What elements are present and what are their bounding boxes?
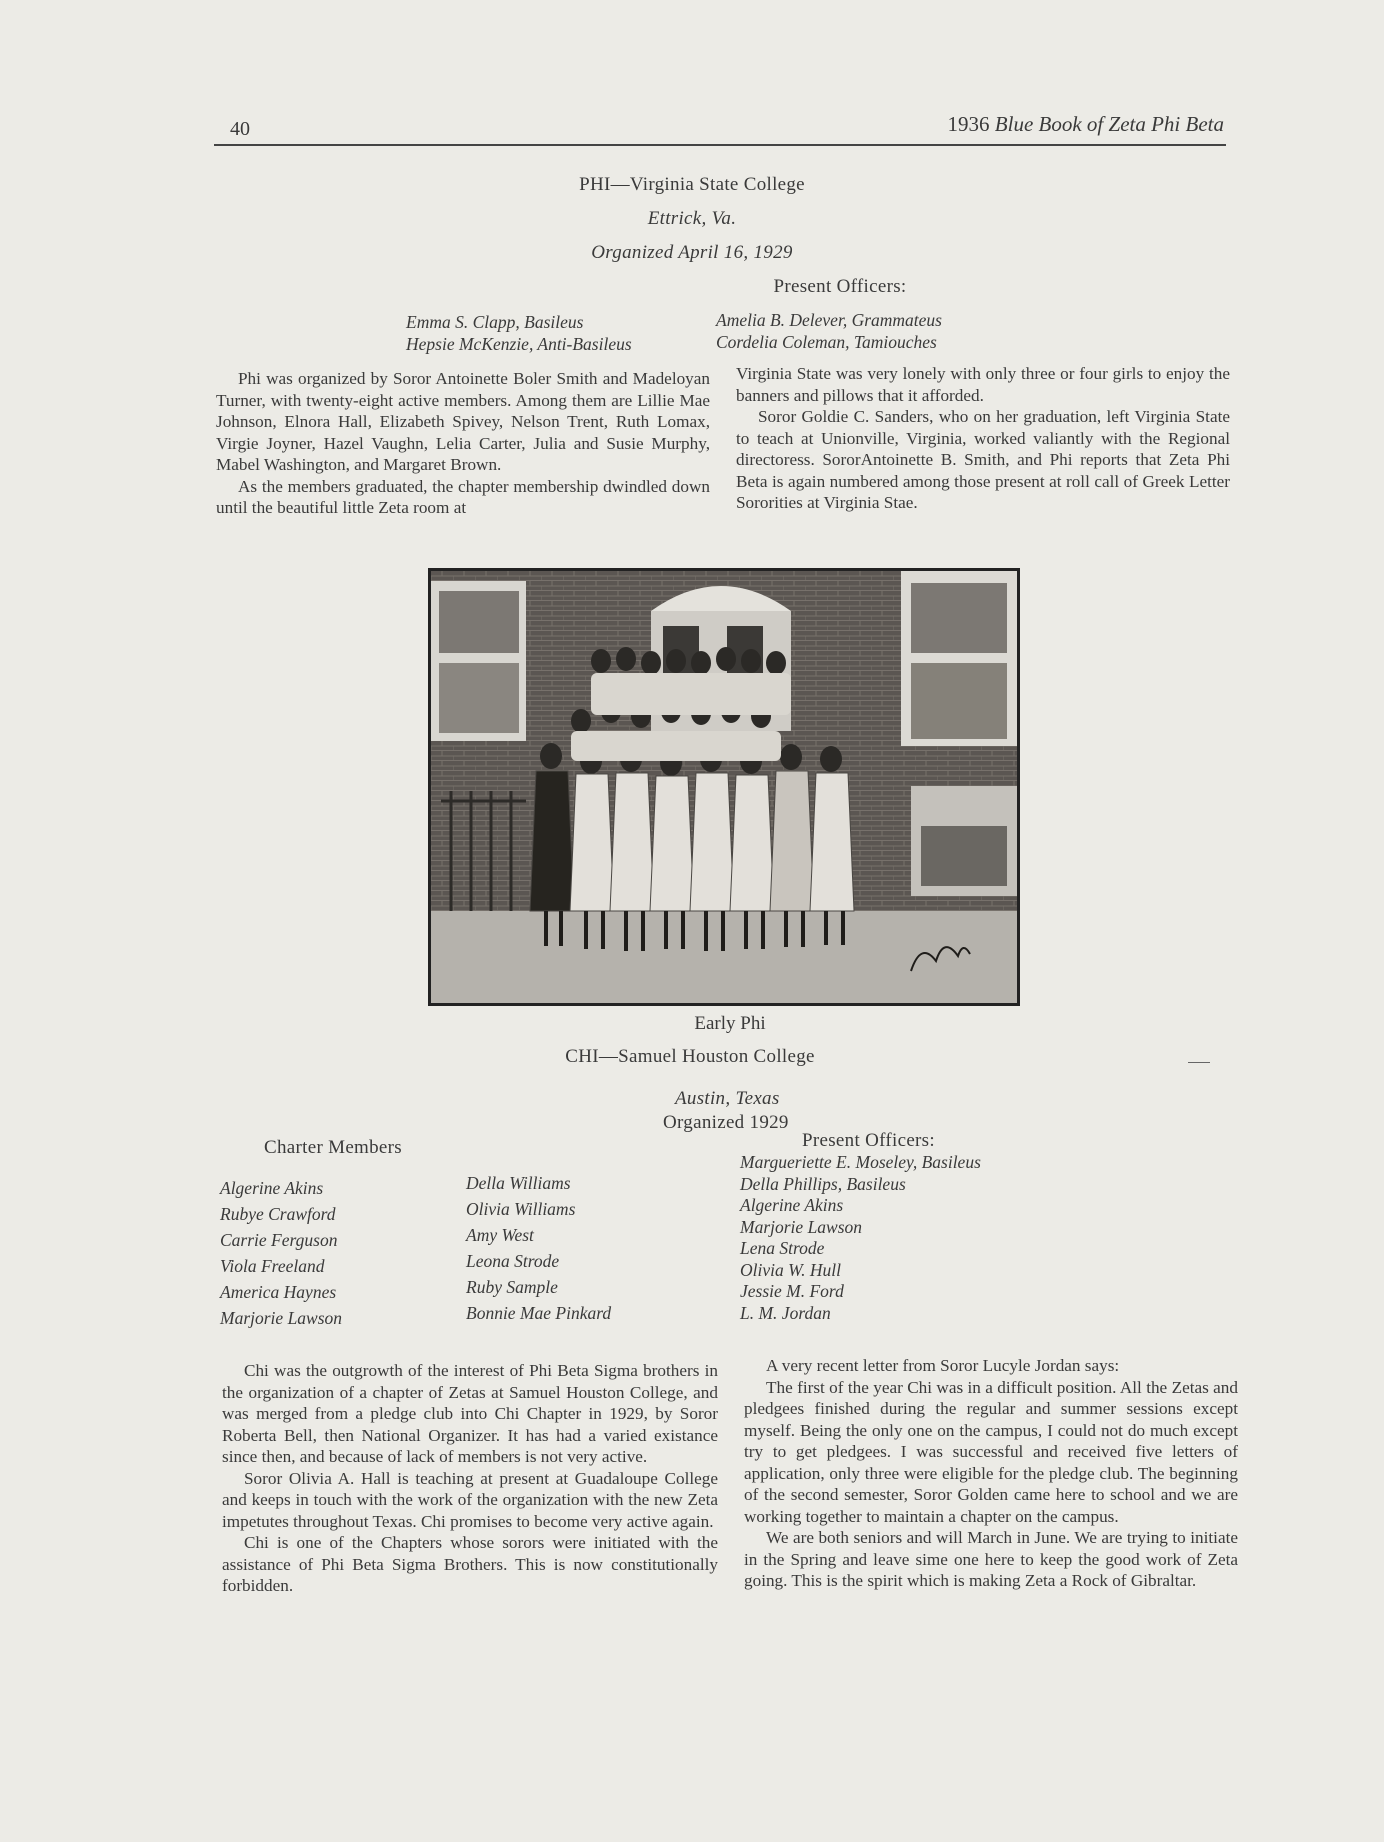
group-photograph — [428, 568, 1020, 1006]
phi-title: PHI—Virginia State College — [579, 174, 805, 195]
charter-member: Algerine Akins — [220, 1178, 324, 1198]
running-title — [948, 112, 1224, 137]
charter-member: Bonnie Mae Pinkard — [466, 1303, 612, 1323]
chi-officer: Marjorie Lawson — [740, 1216, 863, 1237]
charter-member: America Haynes — [220, 1282, 337, 1302]
charter-member: Ruby Sample — [466, 1277, 558, 1297]
chi-officer: Della Phillips, Basileus — [740, 1173, 906, 1194]
charter-member: Leona Strode — [466, 1251, 560, 1271]
chi-title: CHI—Samuel Houston College — [565, 1046, 815, 1067]
charter-member: Rubye Crawford — [220, 1204, 336, 1224]
margin-mark — [1188, 1062, 1210, 1063]
header-rule — [214, 144, 1226, 146]
phi-organized: Organized April 16, 1929 — [591, 242, 793, 263]
page-number: 40 — [230, 118, 250, 140]
chi-officer: Algerine Akins — [740, 1195, 844, 1215]
phi-officer: Cordelia Coleman, Tamiouches — [716, 332, 937, 352]
phi-column-2 — [736, 363, 1230, 514]
chi-officers-heading: Present Officers: — [802, 1130, 935, 1151]
photo-illustration — [431, 571, 1017, 1003]
charter-member: Amy West — [466, 1225, 534, 1245]
paragraph: Phi was organized by Soror Antoinette Boler Smith and Madeloyan Turner, with twenty-eight active members. Among them are Lillie Mae Johnson, Elnora Hall, Elizabeth Spivey, Nelson Trent, Ruth Lomax, Virgie Joyner, Hazel Vaughn, Lelia Carter, Julia and Susie Murphy, Mabel Washington, and Margaret Brown. — [216, 369, 710, 474]
paragraph: The first of the year Chi was in a difficult position. All the Zetas and pledgees finished during the regular and summer sessions except myself. Being the only one on the campus, I could not do much except try to get pledgees. I was successful and received five letters of application, only three were eligible for the pledge club. The beginning of the second semester, Soror Golden came here to school and we are working together to maintain a chapter on the campus. — [744, 1377, 1238, 1526]
paragraph: As the members graduated, the chapter membership dwindled down until the beautiful little Zeta room at — [216, 476, 710, 517]
photo-caption: Early Phi — [694, 1013, 766, 1034]
phi-officers-left — [406, 311, 706, 355]
paragraph: We are both seniors and will March in June. We are trying to initiate in the Spring and leave sime one here to keep the good work of Zeta going. This is the spirit which is making Zeta a Rock of Gibraltar. — [744, 1528, 1238, 1590]
chi-column-1 — [222, 1360, 718, 1597]
charter-member: Viola Freeland — [220, 1256, 325, 1276]
paragraph: Chi is one of the Chapters whose sorors were initiated with the assistance of Phi Beta Sigma Brothers. This is now constitutionally forbidden. — [222, 1533, 718, 1595]
chi-column-2 — [744, 1355, 1238, 1592]
chi-officer: Olivia W. Hull — [740, 1259, 841, 1280]
paragraph: Chi was the outgrowth of the interest of Phi Beta Sigma brothers in the organization of a chapter of Zetas at Samuel Houston College, and was merged from a pledge club into Chi Chapter in 1929, by Soror Roberta Bell, then National Organizer. It has had a varied existance since then, and because of lack of members is not very active. — [222, 1361, 718, 1466]
paragraph: Virginia State was very lonely with only three or four girls to enjoy the banners and pillows that it afforded. — [736, 364, 1230, 405]
running-title-year: 1936 — [947, 112, 990, 136]
chi-officers-list — [740, 1152, 981, 1324]
chi-officer: L. M. Jordan — [740, 1302, 831, 1323]
phi-column-1 — [216, 368, 710, 519]
phi-officers-heading: Present Officers: — [773, 276, 907, 297]
phi-officer: Emma S. Clapp, Basileus — [406, 312, 584, 332]
paragraph: Soror Goldie C. Sanders, who on her graduation, left Virginia State to teach at Unionville, Virginia, worked valiantly with the Regional directoress. SororAntoinette B. Smith, and Phi reports that Zeta Phi Beta is again numbered among those present at roll call of Greek Letter Sororities at Virginia Stae. — [736, 407, 1230, 512]
charter-members-column-2 — [466, 1170, 611, 1326]
paragraph: Soror Olivia A. Hall is teaching at present at Guadaloupe College and keeps in touch with the work of the organization with the new Zeta impetutes throughout Texas. Chi promises to become very active again. — [222, 1468, 718, 1531]
running-title-book: Blue Book of Zeta Phi Beta — [994, 112, 1224, 136]
phi-location: Ettrick, Va. — [647, 208, 737, 229]
charter-member: Carrie Ferguson — [220, 1230, 338, 1250]
phi-officer: Hepsie McKenzie, Anti-Basileus — [406, 334, 632, 354]
charter-members-column-1 — [220, 1175, 342, 1331]
chi-officer: Lena Strode — [740, 1238, 825, 1258]
chi-location: Austin, Texas — [675, 1088, 780, 1109]
charter-member: Olivia Williams — [466, 1199, 576, 1219]
paragraph: A very recent letter from Soror Lucyle Jordan says: — [766, 1356, 1120, 1375]
charter-member: Marjorie Lawson — [220, 1308, 343, 1328]
charter-members-heading: Charter Members — [264, 1137, 402, 1158]
phi-officer: Amelia B. Delever, Grammateus — [716, 310, 942, 330]
chi-officer: Margueriette E. Moseley, Basileus — [740, 1152, 981, 1172]
charter-member: Della Williams — [466, 1173, 571, 1193]
chi-organized: Organized 1929 — [663, 1112, 789, 1133]
chi-officer: Jessie M. Ford — [740, 1281, 844, 1301]
phi-officers-right — [716, 309, 1056, 353]
